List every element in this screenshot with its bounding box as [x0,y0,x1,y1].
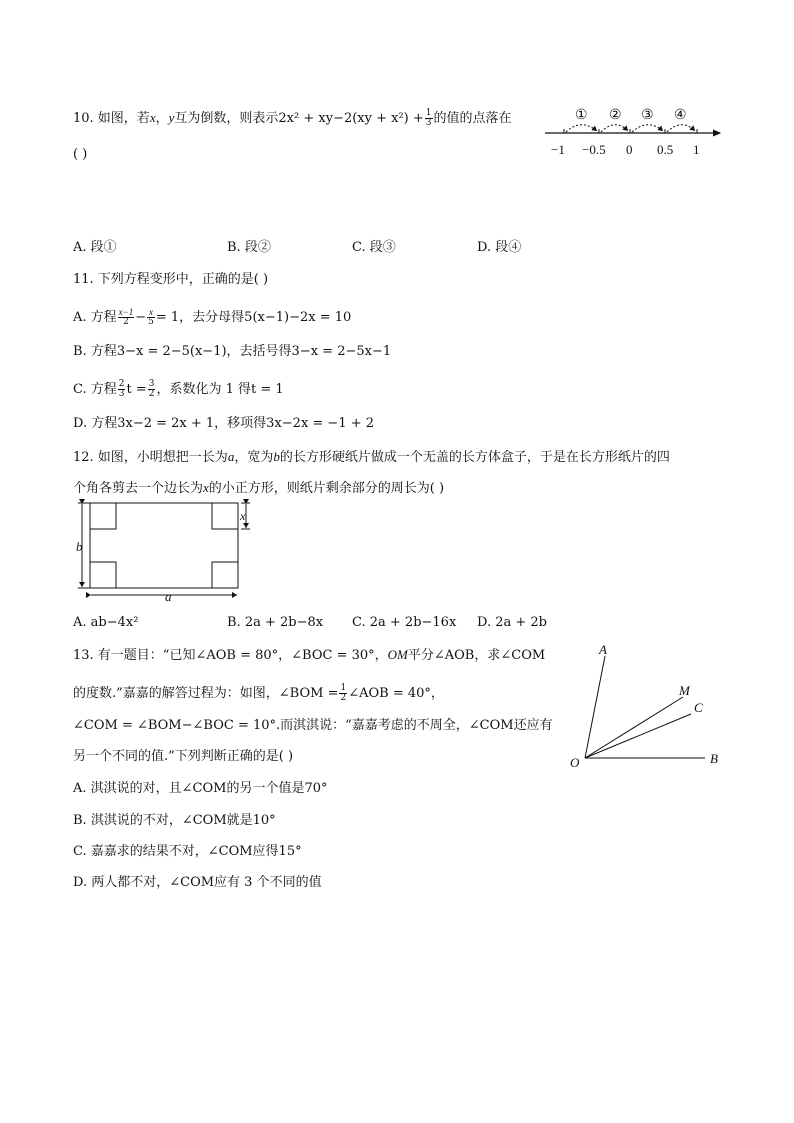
segment-label-3: ③ [641,108,654,123]
label-O: O [570,755,580,770]
q10-option-d[interactable]: D. 段④ [477,240,522,255]
label-A: A [599,642,607,657]
q13-stem-line2: 的度数.”嘉嘉的解答过程为：如图，∠BOM = $\frac{1}{2}$ ∠AOB = 40°， [73,683,444,703]
corner-square-br [212,562,238,588]
tick-label-0: 0 [626,142,633,157]
tick-label-neg05: −0.5 [582,142,606,157]
q10-stem-line1: 10. 如图，若x，y互为倒数，则表示2x² + xy−2(xy + x²) + $\frac{1}{3}$ 的值的点落在 [73,108,512,128]
label-a: a [165,589,172,604]
segment-label-4: ④ [674,108,687,123]
q10-option-c[interactable]: C. 段③ [352,240,396,255]
q10-number-line-figure [540,100,730,162]
q13-stem-line4: 另一个不同的值.”下列判断正确的是( ) [73,749,294,764]
corner-square-tr [212,503,238,529]
label-C: C [694,700,703,715]
q12-option-a[interactable]: A. ab−4x² [73,615,139,630]
q13-option-a[interactable]: A. 淇淇说的对，且∠COM的另一个值是70° [73,781,328,796]
cardboard-rectangle [90,503,238,588]
q10-paren: ( ) [73,147,88,162]
q13-option-d[interactable]: D. 两人都不对，∠COM应有 3 个不同的值 [73,875,322,890]
q12-stem-line1: 12. 如图，小明想把一长为a，宽为b的长方形硬纸片做成一个无盖的长方体盒子，于是在长方形纸片的四 [73,449,670,465]
corner-square-tl [90,503,116,529]
segment-arc-4 [667,125,695,132]
q12-option-b[interactable]: B. 2a + 2b−8x [227,615,324,630]
q13-angle-figure [565,640,735,775]
tick-label-1: 1 [693,142,700,157]
label-x: x [240,509,246,523]
label-B: B [710,751,718,766]
label-b: b [76,539,83,554]
ray-OA [585,656,605,758]
segment-arc-3 [632,125,663,132]
q11-option-c[interactable]: C. 方程 $\frac{2}{3}$ t = $\frac{3}{2}$ ，系数化为 1 得t = 1 [73,379,284,399]
q13-option-c[interactable]: C. 嘉嘉求的结果不对，∠COM应得15° [73,844,302,859]
q11-option-d[interactable]: D. 方程3x−2 = 2x + 1，移项得3x−2x = −1 + 2 [73,416,375,431]
corner-square-bl [90,562,116,588]
q10-fraction: $\frac{1}{3}$ [425,108,432,128]
q11-option-a[interactable]: A. 方程 $\frac{x-1}{2}$ − $\frac{x}{5}$ = 1，去分母得5(x−1)−2x = 10 [73,307,352,327]
q13-option-b[interactable]: B. 淇淇说的不对，∠COM就是10° [73,813,276,828]
ray-OC [585,714,691,758]
q12-rectangle-figure [70,498,260,604]
q10-option-a[interactable]: A. 段① [73,240,117,255]
segment-arc-1 [566,125,597,132]
tick-label-neg1: −1 [551,142,565,157]
segment-arc-2 [601,125,628,132]
segment-label-2: ② [609,108,622,123]
q12-stem-line2: 个角各剪去一个边长为x的小正方形，则纸片剩余部分的周长为( ) [73,480,445,496]
q13-stem-line3: ∠COM = ∠BOM−∠BOC = 10°.而淇淇说：“嘉嘉考虑的不周全，∠COM还应有 [73,718,553,733]
q11-stem: 11. 下列方程变形中，正确的是( ) [73,272,269,287]
label-M: M [679,683,690,698]
segment-label-1: ① [575,108,588,123]
q12-option-c[interactable]: C. 2a + 2b−16x [352,615,457,630]
q13-stem-line1: 13. 有一题目：“已知∠AOB = 80°，∠BOC = 30°，OM平分∠AOB，求∠COM [73,647,546,663]
tick-label-05: 0.5 [657,142,674,157]
q11-option-b[interactable]: B. 方程3−x = 2−5(x−1)，去括号得3−x = 2−5x−1 [73,344,392,359]
ray-OM [585,697,683,758]
q10-option-b[interactable]: B. 段② [227,240,271,255]
q12-option-d[interactable]: D. 2a + 2b [477,615,547,630]
